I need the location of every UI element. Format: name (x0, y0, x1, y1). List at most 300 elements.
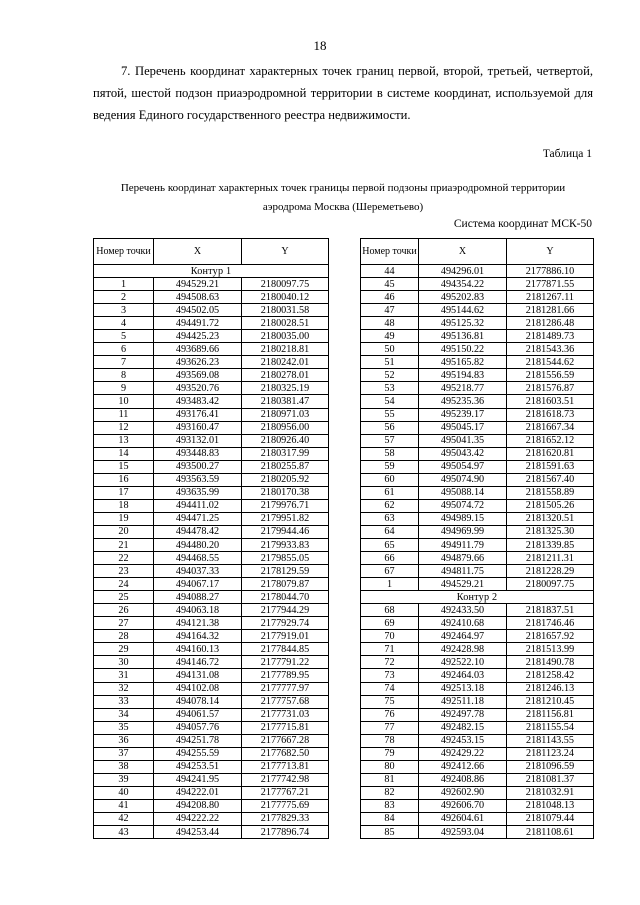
cell-point-number: 23 (94, 565, 154, 578)
table-row (94, 643, 329, 656)
cell-point-number: 8 (94, 369, 154, 382)
cell-x: 494121.38 (154, 617, 242, 630)
cell-point-number: 56 (361, 421, 419, 434)
cell-y: 2180031.58 (242, 304, 329, 317)
cell-y: 2180097.75 (242, 278, 329, 291)
table-row (94, 617, 329, 630)
cell-x: 495239.17 (419, 408, 507, 421)
cell-point-number: 73 (361, 669, 419, 682)
cell-x: 493520.76 (154, 382, 242, 395)
table-row (94, 747, 329, 760)
cell-y: 2177767.21 (242, 786, 329, 799)
coordinates-table-right (360, 238, 594, 839)
cell-x: 494529.21 (154, 278, 242, 291)
cell-x: 494255.59 (154, 747, 242, 760)
cell-x: 492606.70 (419, 799, 507, 812)
cell-point-number: 53 (361, 382, 419, 395)
table-row (361, 578, 594, 591)
cell-x: 495144.62 (419, 304, 507, 317)
table-row (361, 786, 594, 799)
cell-y: 2181513.99 (507, 643, 594, 656)
cell-x: 494471.25 (154, 512, 242, 525)
cell-point-number: 79 (361, 747, 419, 760)
cell-point-number: 19 (94, 512, 154, 525)
cell-y: 2177944.29 (242, 604, 329, 617)
table-row (361, 356, 594, 369)
cell-point-number: 20 (94, 525, 154, 538)
cell-y: 2180971.03 (242, 408, 329, 421)
cell-point-number: 59 (361, 460, 419, 473)
table-label: Таблица 1 (542, 148, 592, 160)
table-row (361, 682, 594, 695)
table-row (361, 408, 594, 421)
table-row (361, 473, 594, 486)
cell-y: 2178129.59 (242, 565, 329, 578)
table-row (94, 630, 329, 643)
cell-point-number: 5 (94, 330, 154, 343)
table-row (361, 643, 594, 656)
cell-x: 494146.72 (154, 656, 242, 669)
table-row (94, 565, 329, 578)
cell-y: 2177829.33 (242, 812, 329, 825)
cell-x: 492593.04 (419, 826, 507, 839)
cell-x: 494088.27 (154, 591, 242, 604)
cell-y: 2177742.98 (242, 773, 329, 786)
table-row (361, 617, 594, 630)
intro-paragraph: 7. Перечень координат характерных точек границ первой, второй, третьей, четвертой, пятой, шестой подзон приаэродромной территории в системе координат, используемой для ведения Единого государственного реестра недвижимости. (93, 64, 593, 122)
coordinates-table-left (93, 238, 329, 839)
cell-point-number: 41 (94, 799, 154, 812)
table-row (94, 317, 329, 330)
table-title-line-2: аэродрома Москва (Шереметьево) (262, 201, 424, 213)
cell-point-number: 36 (94, 734, 154, 747)
cell-y: 2181108.61 (507, 826, 594, 839)
cell-y: 2181652.12 (507, 434, 594, 447)
coordinate-system-label: Система координат МСК-50 (453, 218, 592, 230)
cell-point-number: 82 (361, 786, 419, 799)
contour-label: Контур 1 (94, 265, 329, 278)
cell-point-number: 39 (94, 773, 154, 786)
cell-point-number: 37 (94, 747, 154, 760)
cell-x: 495045.17 (419, 421, 507, 434)
cell-y: 2180956.00 (242, 421, 329, 434)
cell-point-number: 16 (94, 473, 154, 486)
cell-point-number: 11 (94, 408, 154, 421)
table-row (361, 460, 594, 473)
cell-x: 492522.10 (419, 656, 507, 669)
cell-x: 495165.82 (419, 356, 507, 369)
table-body-left (94, 265, 329, 839)
table-row (361, 486, 594, 499)
table-row (94, 447, 329, 460)
table-row (361, 760, 594, 773)
header-point-number: Номер точки (361, 239, 419, 265)
cell-y: 2181667.34 (507, 421, 594, 434)
cell-x: 494057.76 (154, 721, 242, 734)
cell-y: 2181556.59 (507, 369, 594, 382)
table-row (361, 799, 594, 812)
cell-point-number: 67 (361, 565, 419, 578)
cell-point-number: 62 (361, 499, 419, 512)
cell-point-number: 83 (361, 799, 419, 812)
cell-y: 2181032.91 (507, 786, 594, 799)
cell-x: 495150.22 (419, 343, 507, 356)
cell-x: 494529.21 (419, 578, 507, 591)
cell-point-number: 80 (361, 760, 419, 773)
cell-x: 495088.14 (419, 486, 507, 499)
cell-point-number: 85 (361, 826, 419, 839)
table-header-row (361, 239, 594, 265)
cell-y: 2181048.13 (507, 799, 594, 812)
table-row (94, 291, 329, 304)
cell-y: 2180255.87 (242, 460, 329, 473)
table-row (361, 447, 594, 460)
cell-point-number: 81 (361, 773, 419, 786)
cell-x: 495074.72 (419, 499, 507, 512)
table-row (361, 552, 594, 565)
table-row (361, 708, 594, 721)
cell-y: 2181325.30 (507, 525, 594, 538)
cell-y: 2181603.51 (507, 395, 594, 408)
cell-x: 492497.78 (419, 708, 507, 721)
cell-point-number: 30 (94, 656, 154, 669)
cell-point-number: 71 (361, 643, 419, 656)
cell-x: 494078.14 (154, 695, 242, 708)
cell-point-number: 4 (94, 317, 154, 330)
cell-x: 494508.63 (154, 291, 242, 304)
table-row (94, 826, 329, 839)
cell-x: 495194.83 (419, 369, 507, 382)
cell-x: 492410.68 (419, 617, 507, 630)
cell-y: 2181576.87 (507, 382, 594, 395)
cell-y: 2181096.59 (507, 760, 594, 773)
cell-y: 2179976.71 (242, 499, 329, 512)
cell-y: 2181618.73 (507, 408, 594, 421)
cell-point-number: 9 (94, 382, 154, 395)
table-row (361, 278, 594, 291)
cell-x: 494208.80 (154, 799, 242, 812)
cell-point-number: 65 (361, 538, 419, 551)
cell-x: 494164.32 (154, 630, 242, 643)
cell-point-number: 60 (361, 473, 419, 486)
page-number: 18 (313, 38, 327, 53)
table-row (361, 525, 594, 538)
cell-x: 495235.36 (419, 395, 507, 408)
cell-point-number: 74 (361, 682, 419, 695)
cell-x: 492511.18 (419, 695, 507, 708)
table-row (361, 656, 594, 669)
cell-x: 494411.02 (154, 499, 242, 512)
table-row (94, 434, 329, 447)
table-row (361, 669, 594, 682)
cell-y: 2181210.45 (507, 695, 594, 708)
cell-x: 493569.08 (154, 369, 242, 382)
cell-x: 493176.41 (154, 408, 242, 421)
cell-point-number: 26 (94, 604, 154, 617)
cell-point-number: 25 (94, 591, 154, 604)
cell-y: 2181156.81 (507, 708, 594, 721)
table-row (94, 734, 329, 747)
cell-y: 2177896.74 (242, 826, 329, 839)
table-row (361, 317, 594, 330)
table-row (361, 304, 594, 317)
cell-x: 494480.20 (154, 538, 242, 551)
cell-point-number: 42 (94, 812, 154, 825)
cell-x: 492433.50 (419, 604, 507, 617)
cell-x: 492464.97 (419, 630, 507, 643)
cell-x: 494879.66 (419, 552, 507, 565)
cell-x: 492513.18 (419, 682, 507, 695)
cell-y: 2179933.83 (242, 538, 329, 551)
cell-y: 2181246.13 (507, 682, 594, 695)
cell-y: 2181558.89 (507, 486, 594, 499)
cell-x: 495074.90 (419, 473, 507, 486)
cell-x: 494102.08 (154, 682, 242, 695)
table-row (361, 734, 594, 747)
cell-x: 495125.32 (419, 317, 507, 330)
cell-point-number: 51 (361, 356, 419, 369)
cell-y: 2180317.99 (242, 447, 329, 460)
cell-point-number: 64 (361, 525, 419, 538)
cell-x: 494296.01 (419, 265, 507, 278)
cell-point-number: 57 (361, 434, 419, 447)
cell-point-number: 2 (94, 291, 154, 304)
header-y: Y (242, 239, 329, 265)
table-row (361, 499, 594, 512)
cell-y: 2180278.01 (242, 369, 329, 382)
cell-point-number: 76 (361, 708, 419, 721)
table-row (94, 278, 329, 291)
cell-y: 2177682.50 (242, 747, 329, 760)
cell-point-number: 77 (361, 721, 419, 734)
cell-y: 2181543.36 (507, 343, 594, 356)
cell-x: 492428.98 (419, 643, 507, 656)
cell-y: 2180097.75 (507, 578, 594, 591)
cell-x: 492602.90 (419, 786, 507, 799)
cell-x: 492429.22 (419, 747, 507, 760)
table-row (361, 747, 594, 760)
cell-x: 494061.57 (154, 708, 242, 721)
table-row (361, 721, 594, 734)
table-row (361, 291, 594, 304)
table-row (94, 669, 329, 682)
table-row (94, 773, 329, 786)
table-row (94, 799, 329, 812)
table-row (94, 538, 329, 551)
cell-x: 493689.66 (154, 343, 242, 356)
cell-x: 494811.75 (419, 565, 507, 578)
table-body-right (361, 265, 594, 839)
cell-point-number: 3 (94, 304, 154, 317)
cell-y: 2177789.95 (242, 669, 329, 682)
cell-y: 2181746.46 (507, 617, 594, 630)
table-row (361, 512, 594, 525)
cell-x: 494969.99 (419, 525, 507, 538)
cell-point-number: 6 (94, 343, 154, 356)
table-row (94, 682, 329, 695)
cell-x: 495054.97 (419, 460, 507, 473)
cell-point-number: 54 (361, 395, 419, 408)
cell-y: 2181267.11 (507, 291, 594, 304)
cell-x: 494491.72 (154, 317, 242, 330)
cell-point-number: 69 (361, 617, 419, 630)
cell-x: 492408.86 (419, 773, 507, 786)
cell-x: 492604.61 (419, 812, 507, 825)
cell-x: 495218.77 (419, 382, 507, 395)
table-row (94, 330, 329, 343)
cell-y: 2181081.37 (507, 773, 594, 786)
cell-y: 2179944.46 (242, 525, 329, 538)
cell-y: 2177886.10 (507, 265, 594, 278)
cell-x: 494253.44 (154, 826, 242, 839)
cell-y: 2179855.05 (242, 552, 329, 565)
table-row (361, 565, 594, 578)
cell-point-number: 58 (361, 447, 419, 460)
cell-y: 2177844.85 (242, 643, 329, 656)
cell-y: 2181505.26 (507, 499, 594, 512)
cell-y: 2177777.97 (242, 682, 329, 695)
table-row (94, 721, 329, 734)
cell-y: 2181155.54 (507, 721, 594, 734)
table-row (94, 408, 329, 421)
table-row (94, 343, 329, 356)
table-row (94, 512, 329, 525)
cell-point-number: 68 (361, 604, 419, 617)
table-row (361, 695, 594, 708)
cell-y: 2181286.48 (507, 317, 594, 330)
cell-y: 2178044.70 (242, 591, 329, 604)
cell-x: 494222.01 (154, 786, 242, 799)
cell-point-number: 72 (361, 656, 419, 669)
cell-y: 2181079.44 (507, 812, 594, 825)
cell-y: 2177713.81 (242, 760, 329, 773)
cell-point-number: 45 (361, 278, 419, 291)
contour-label: Контур 2 (361, 591, 594, 604)
cell-point-number: 40 (94, 786, 154, 799)
cell-point-number: 48 (361, 317, 419, 330)
cell-point-number: 63 (361, 512, 419, 525)
cell-point-number: 10 (94, 395, 154, 408)
cell-point-number: 75 (361, 695, 419, 708)
table-row (361, 369, 594, 382)
cell-point-number: 44 (361, 265, 419, 278)
cell-x: 492453.15 (419, 734, 507, 747)
table-row (361, 395, 594, 408)
cell-point-number: 52 (361, 369, 419, 382)
cell-x: 494067.17 (154, 578, 242, 591)
cell-x: 493500.27 (154, 460, 242, 473)
cell-point-number: 49 (361, 330, 419, 343)
cell-x: 493160.47 (154, 421, 242, 434)
cell-x: 495202.83 (419, 291, 507, 304)
cell-y: 2179951.82 (242, 512, 329, 525)
cell-point-number: 35 (94, 721, 154, 734)
cell-point-number: 70 (361, 630, 419, 643)
cell-point-number: 28 (94, 630, 154, 643)
table-row (94, 421, 329, 434)
cell-x: 495136.81 (419, 330, 507, 343)
cell-x: 493626.23 (154, 356, 242, 369)
cell-y: 2177757.68 (242, 695, 329, 708)
table-row (361, 773, 594, 786)
cell-x: 494241.95 (154, 773, 242, 786)
table-row (94, 656, 329, 669)
cell-point-number: 27 (94, 617, 154, 630)
cell-x: 494222.22 (154, 812, 242, 825)
table-row (94, 604, 329, 617)
cell-point-number: 1 (94, 278, 154, 291)
table-row (94, 812, 329, 825)
cell-y: 2177775.69 (242, 799, 329, 812)
cell-point-number: 33 (94, 695, 154, 708)
table-row (361, 382, 594, 395)
table-row (361, 421, 594, 434)
cell-x: 494131.08 (154, 669, 242, 682)
cell-point-number: 38 (94, 760, 154, 773)
table-row (94, 304, 329, 317)
cell-point-number: 78 (361, 734, 419, 747)
table-row (94, 786, 329, 799)
table-row (361, 826, 594, 839)
cell-x: 493483.42 (154, 395, 242, 408)
cell-point-number: 15 (94, 460, 154, 473)
cell-x: 493563.59 (154, 473, 242, 486)
cell-x: 495041.35 (419, 434, 507, 447)
table-row (361, 812, 594, 825)
table-row (94, 395, 329, 408)
cell-point-number: 66 (361, 552, 419, 565)
cell-x: 493635.99 (154, 486, 242, 499)
table-row (361, 343, 594, 356)
cell-x: 492464.03 (419, 669, 507, 682)
cell-point-number: 21 (94, 538, 154, 551)
cell-point-number: 55 (361, 408, 419, 421)
cell-y: 2178079.87 (242, 578, 329, 591)
table-row (94, 473, 329, 486)
cell-y: 2181567.40 (507, 473, 594, 486)
cell-x: 494468.55 (154, 552, 242, 565)
cell-x: 494989.15 (419, 512, 507, 525)
cell-y: 2181143.55 (507, 734, 594, 747)
table-row (94, 760, 329, 773)
cell-y: 2177715.81 (242, 721, 329, 734)
cell-y: 2180035.00 (242, 330, 329, 343)
table-row (94, 486, 329, 499)
cell-point-number: 43 (94, 826, 154, 839)
cell-point-number: 61 (361, 486, 419, 499)
cell-y: 2181837.51 (507, 604, 594, 617)
cell-y: 2180325.19 (242, 382, 329, 395)
header-y: Y (507, 239, 594, 265)
table-row (94, 356, 329, 369)
cell-y: 2181123.24 (507, 747, 594, 760)
cell-x: 494160.13 (154, 643, 242, 656)
header-x: X (154, 239, 242, 265)
cell-y: 2181489.73 (507, 330, 594, 343)
cell-y: 2177731.03 (242, 708, 329, 721)
cell-point-number: 31 (94, 669, 154, 682)
contour-row (361, 591, 594, 604)
cell-point-number: 29 (94, 643, 154, 656)
cell-x: 494253.51 (154, 760, 242, 773)
table-row (94, 460, 329, 473)
cell-point-number: 84 (361, 812, 419, 825)
table-title (93, 179, 593, 217)
cell-point-number: 34 (94, 708, 154, 721)
cell-x: 495043.42 (419, 447, 507, 460)
cell-point-number: 14 (94, 447, 154, 460)
cell-y: 2181228.29 (507, 565, 594, 578)
